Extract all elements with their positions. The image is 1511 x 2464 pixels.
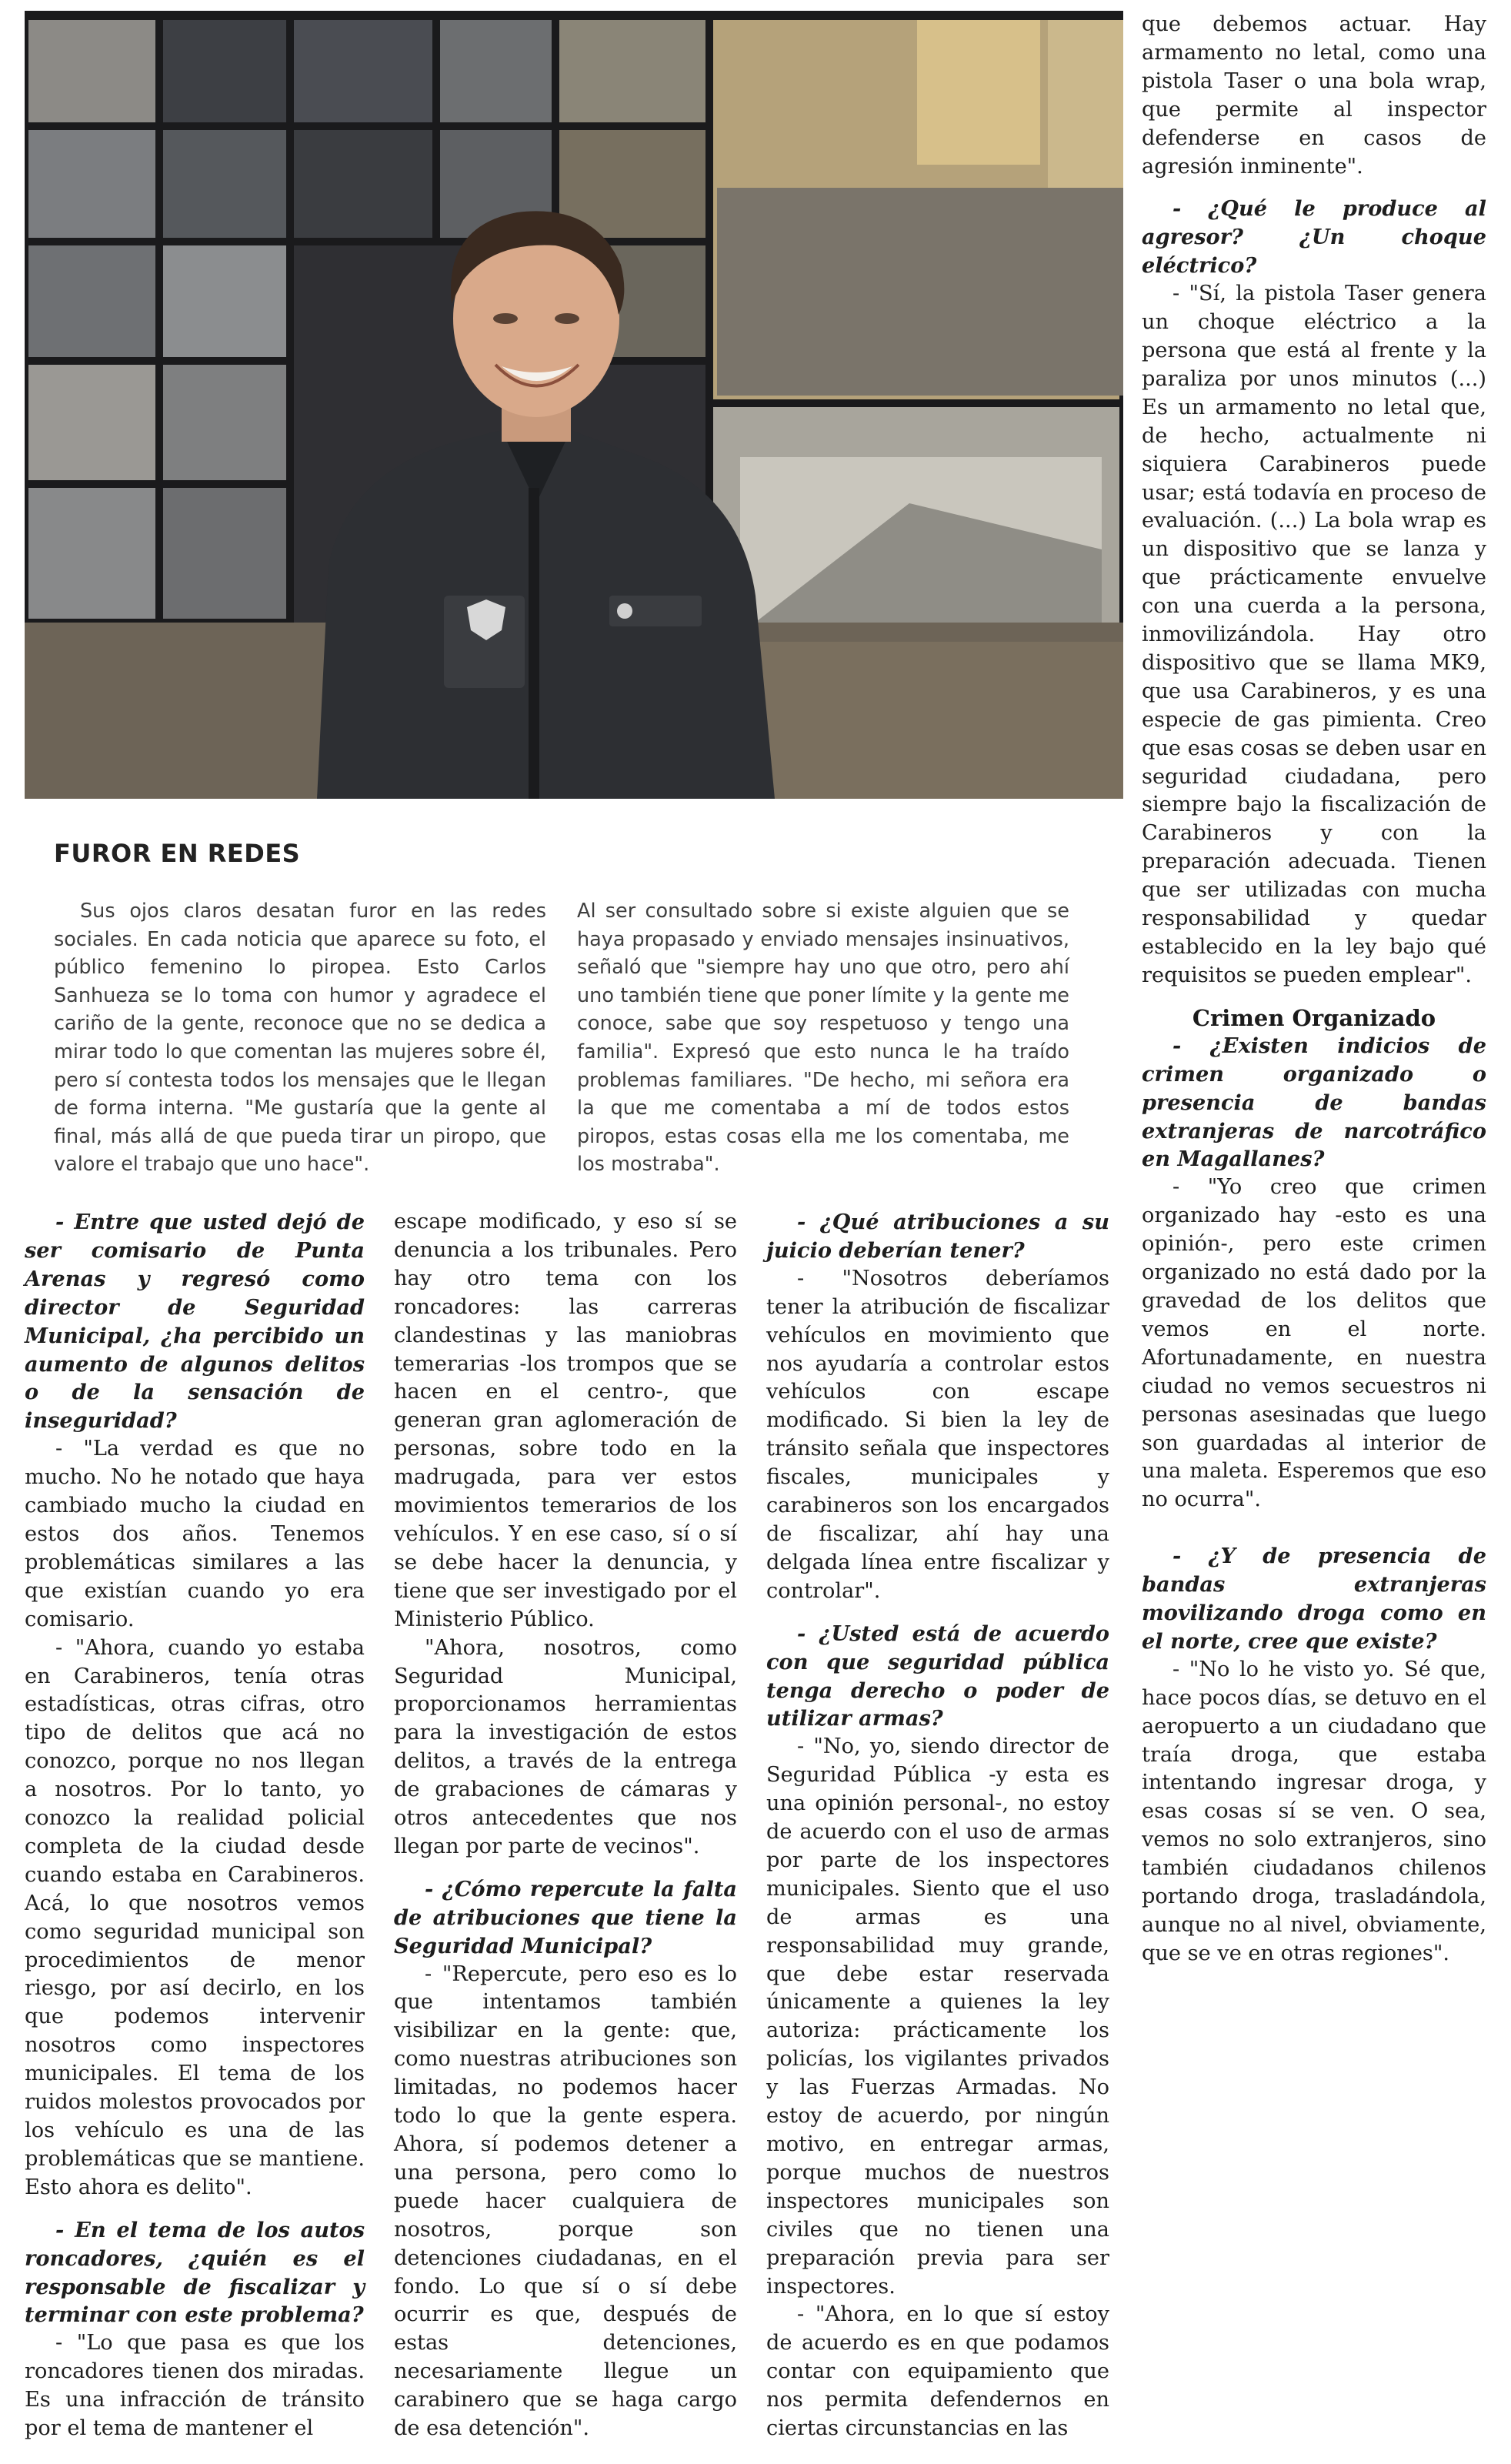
interview-answer: - "Ahora, cuando yo estaba en Carabineros, tenía otras estadísticas, otras cifras, otro tipo de delitos que acá no conozco, porque no nos llegan a nosotros. Por lo tanto, yo conozco la realidad policial completa de la ciudad desde cuando estaba en Carabineros. Acá, lo que nosotros vemos como seguridad municipal son procedimientos de menor riesgo, por así decirlo, en los que podemos intervenir nosotros como inspectores municipales. El tema de los ruidos molestos provocados por los vehículo es una de las problemáticas que se mantiene. Esto ahora es delito".	[25, 1635, 365, 2199]
interview-answer: - "La verdad es que no mucho. No he notado que haya cambiado mucho la ciudad en estos dos años. Tenemos problemáticas similares a las que existían cuando yo era comisario.	[25, 1437, 365, 1631]
sidebar-heading: FUROR EN REDES	[54, 839, 301, 868]
sidebar-paragraph: Al ser consultado sobre si existe alguien que se haya propasado y enviado mensajes insinuativos, señaló que "siempre hay uno que otro, pero ahí uno también tiene que poner límite y la gente me conoce, sabe que soy respetuoso y tengo una familia". Expresó que esto nunca le ha traído problemas familiares. "De hecho, mi señora era la que me comentaba a mí de todos estos piropos, estas cosas ella me los comentaba, me los mostraba".	[577, 900, 1069, 1177]
interview-answer: escape modificado, y eso sí se denuncia a los tribunales. Pero hay otro tema con los roncadores: las carreras clandestinas y las maniobras temerarias -los trompos que se hacen en el centro-, que generan gran aglomeración de personas, sobre todo en la madrugada, para ver estos movimientos temerarios de los vehículos. Y en ese caso, sí o sí se debe hacer la denuncia, y tiene que ser investigado por el Ministerio Público.	[394, 1210, 737, 1631]
sidebar-paragraph: Sus ojos claros desatan furor en las redes sociales. En cada noticia que aparece su foto, el público femenino lo piropea. Esto Carlos Sanhueza se lo toma con humor y agradece el cariño de la gente, reconoce que no se dedica a mirar todo lo que comentan las mujeres sobre él, pero sí contesta todos los mensajes que le llegan de forma interna. "Me gustaría que la gente al final, más allá de que pueda tirar un piropo, que valore el trabajo que uno hace".	[54, 900, 546, 1177]
sidebar-column-1	[54, 897, 546, 1179]
interview-question: - ¿Cómo repercute la falta de atribuciones que tiene la Seguridad Municipal?	[394, 1876, 737, 1958]
article-photo	[25, 11, 1123, 799]
interview-answer: - "Lo que pasa es que los roncadores tienen dos miradas. Es una infracción de tránsito por el tema de mantener el	[25, 2331, 365, 2441]
interview-question: - ¿Y de presencia de bandas extranjeras movilizando droga como en el norte, cree que existe?	[1142, 1544, 1486, 1654]
interview-answer: - "Repercute, pero eso es lo que intentamos también visibilizar en la gente: que, como nuestras atribuciones son limitadas, no podemos hacer todo lo que la gente espera. Ahora, sí podemos detener a una persona, pero como lo puede hacer cualquiera de nosotros, porque son detenciones ciudadanas, en el fondo. Lo que sí o sí debe ocurrir es que, después de estas detenciones, necesariamente llegue un carabinero que se haga cargo de esa detención".	[394, 1962, 737, 2441]
interview-answer: - "Nosotros deberíamos tener la atribución de fiscalizar vehículos en movimiento que nos ayudaría a controlar estos vehículos con escape modificado. Si bien la ley de tránsito señala que inspectores fiscales, municipales y carabineros son los encargados de fiscalizar, ahí hay una delgada línea entre fiscalizar y controlar".	[766, 1266, 1109, 1603]
sidebar-column-2	[577, 897, 1069, 1179]
interview-answer: - "Ahora, en lo que sí estoy de acuerdo es en que podamos contar con equipamiento que nos permita defendernos en ciertas circunstancias en las	[766, 2302, 1109, 2441]
interview-answer: que debemos actuar. Hay armamento no letal, como una pistola Taser o una bola wrap, que permite al inspector defenderse en casos de agresión inminente".	[1142, 12, 1486, 179]
interview-question: - Entre que usted dejó de ser comisario de Punta Arenas y regresó como director de Seguridad Municipal, ¿ha percibido un aumento de algunos delitos o de la sensación de inseguridad?	[25, 1210, 365, 1434]
section-subheading: Crimen Organizado	[1192, 1004, 1436, 1031]
interview-answer: - "Yo creo que crimen organizado hay -esto es una opinión-, pero este crimen organizado no está dado por la gravedad de los delitos que vemos en el norte. Afortunadamente, en nuestra ciudad no vemos secuestros ni personas asesinadas que luego son guardadas al interior de una maleta. Esperemos que eso no ocurra".	[1142, 1175, 1486, 1512]
article-column-3	[766, 1208, 1109, 2443]
interview-question: - ¿Qué le produce al agresor? ¿Un choque eléctrico?	[1142, 196, 1486, 279]
article-column-1	[25, 1208, 365, 2443]
interview-question: - ¿Existen indicios de crimen organizado o presencia de bandas extranjeras de narcotráfico en Magallanes?	[1142, 1033, 1486, 1172]
interview-answer: - "Sí, la pistola Taser genera un choque eléctrico a la persona que está al frente y la paraliza por unos minutos (...) Es un armamento no letal que, de hecho, actualmente ni siquiera Carabineros puede usar; está todavía en proceso de evaluación. (...) La bola wrap es un dispositivo que se lanza y que prácticamente envuelve con una cuerda a la persona, inmovilizándola. Hay otro dispositivo que se llama MK9, que usa Carabineros, y es una especie de gas pimienta. Creo que esas cosas se deben usar en seguridad ciudadana, pero siempre bajo la fiscalización de Carabineros y con la preparación adecuada. Tienen que ser utilizadas con mucha responsabilidad y quedar establecido en la ley bajo qué requisitos se pueden emplear".	[1142, 282, 1486, 987]
interview-answer: - "No lo he visto yo. Sé que, hace pocos días, se detuvo en el aeropuerto a un ciudadano que traía droga, que estaba intentando ingresar droga, y esas cosas sí se ven. O sea, vemos no solo extranjeros, sino también ciudadanos chilenos portando droga, trasladándola, aunque no al nivel, obviamente, que se ve en otras regiones".	[1142, 1657, 1486, 1965]
interview-question: - En el tema de los autos roncadores, ¿quién es el responsable de fiscalizar y terminar con este problema?	[25, 2217, 365, 2328]
interview-question: - ¿Usted está de acuerdo con que seguridad pública tenga derecho o poder de utilizar armas?	[766, 1621, 1109, 1731]
interview-answer: "Ahora, nosotros, como Seguridad Municipal, proporcionamos herramientas para la investigación de estos delitos, a través de la entrega de grabaciones de cámaras y otros antecedentes que nos llegan por parte de vecinos".	[394, 1635, 737, 1858]
interview-question: - ¿Qué atribuciones a su juicio deberían tener?	[766, 1210, 1109, 1263]
monitoring-room-photo	[25, 11, 1123, 799]
interview-answer: - "No, yo, siendo director de Seguridad Pública -y esta es una opinión personal-, no estoy de acuerdo con el uso de armas por parte de los inspectores municipales. Siento que el uso de armas es una responsabilidad muy grande, que debe estar reservada únicamente a quienes la ley autoriza: prácticamente los policías, los vigilantes privados y las Fuerzas Armadas. No estoy de acuerdo, por ningún motivo, en entregar armas, porque muchos de nuestros inspectores municipales son civiles que no tienen una preparación previa para ser inspectores.	[766, 1734, 1109, 2299]
article-column-4	[1142, 11, 1486, 1968]
article-column-2	[394, 1208, 737, 2443]
